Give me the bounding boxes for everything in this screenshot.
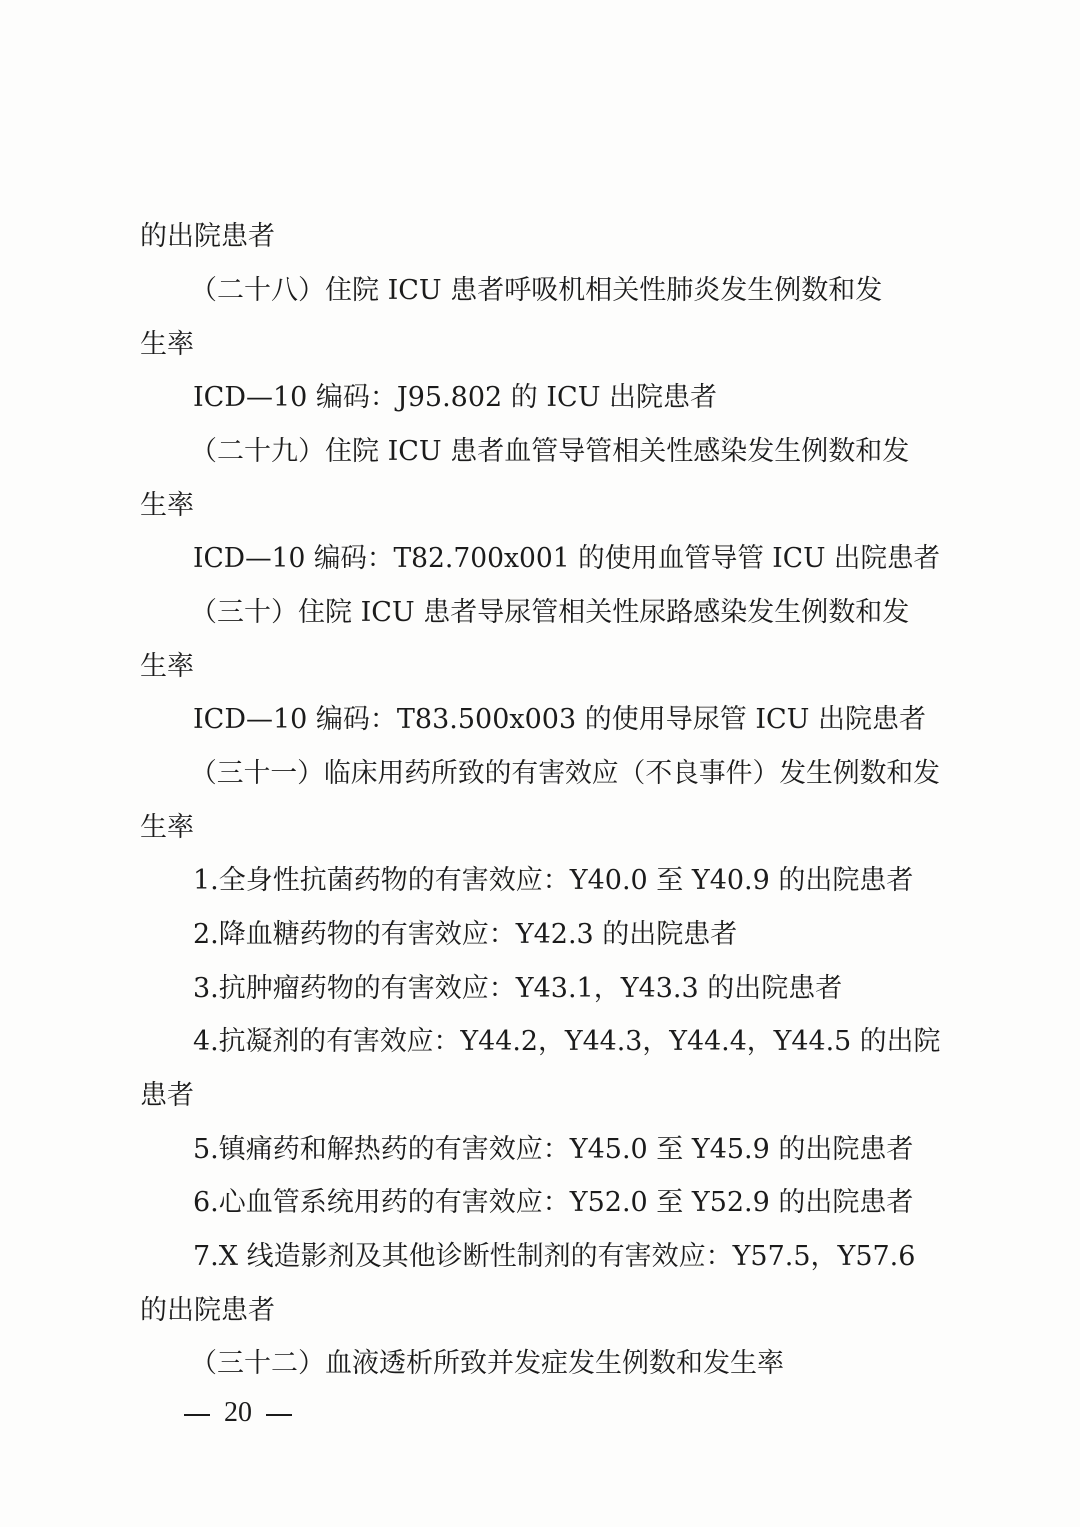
icd-code-line: ICD—10 编码：J95.802 的 ICU 出院患者 — [193, 382, 718, 413]
list-item: 7.X 线造影剂及其他诊断性制剂的有害效应：Y57.5，Y57.6 — [193, 1241, 916, 1272]
text-line: 的出院患者 — [140, 1295, 275, 1326]
list-item: 2.降血糖药物的有害效应：Y42.3 的出院患者 — [193, 919, 738, 950]
footer-dash-right — [266, 1414, 292, 1416]
text-line: 患者 — [140, 1080, 194, 1111]
icd-code-line: ICD—10 编码：T82.700x001 的使用血管导管 ICU 出院患者 — [193, 543, 941, 574]
page-footer — [170, 1396, 306, 1430]
text-line: 生率 — [140, 812, 194, 843]
icd-code-line: ICD—10 编码：T83.500x003 的使用导尿管 ICU 出院患者 — [193, 704, 926, 735]
list-item: 4.抗凝剂的有害效应：Y44.2，Y44.3，Y44.4，Y44.5 的出院 — [193, 1026, 941, 1057]
section-heading-29: （二十九）住院 ICU 患者血管导管相关性感染发生例数和发 — [190, 436, 910, 467]
footer-dash-left — [184, 1414, 210, 1416]
page-number: 20 — [224, 1397, 252, 1428]
list-item: 3.抗肿瘤药物的有害效应：Y43.1，Y43.3 的出院患者 — [193, 973, 843, 1004]
list-item: 6.心血管系统用药的有害效应：Y52.0 至 Y52.9 的出院患者 — [193, 1187, 914, 1218]
text-line: 生率 — [140, 651, 194, 682]
section-heading-31: （三十一）临床用药所致的有害效应（不良事件）发生例数和发 — [190, 758, 940, 789]
list-item: 5.镇痛药和解热药的有害效应：Y45.0 至 Y45.9 的出院患者 — [193, 1134, 914, 1165]
section-heading-30: （三十）住院 ICU 患者导尿管相关性尿路感染发生例数和发 — [190, 597, 910, 628]
section-heading-28: （二十八）住院 ICU 患者呼吸机相关性肺炎发生例数和发 — [190, 275, 883, 306]
list-item: 1.全身性抗菌药物的有害效应：Y40.0 至 Y40.9 的出院患者 — [193, 865, 914, 896]
text-line: 生率 — [140, 329, 194, 360]
text-line: 的出院患者 — [140, 221, 275, 252]
section-heading-32: （三十二）血液透析所致并发症发生例数和发生率 — [190, 1348, 784, 1379]
text-line: 生率 — [140, 490, 194, 521]
